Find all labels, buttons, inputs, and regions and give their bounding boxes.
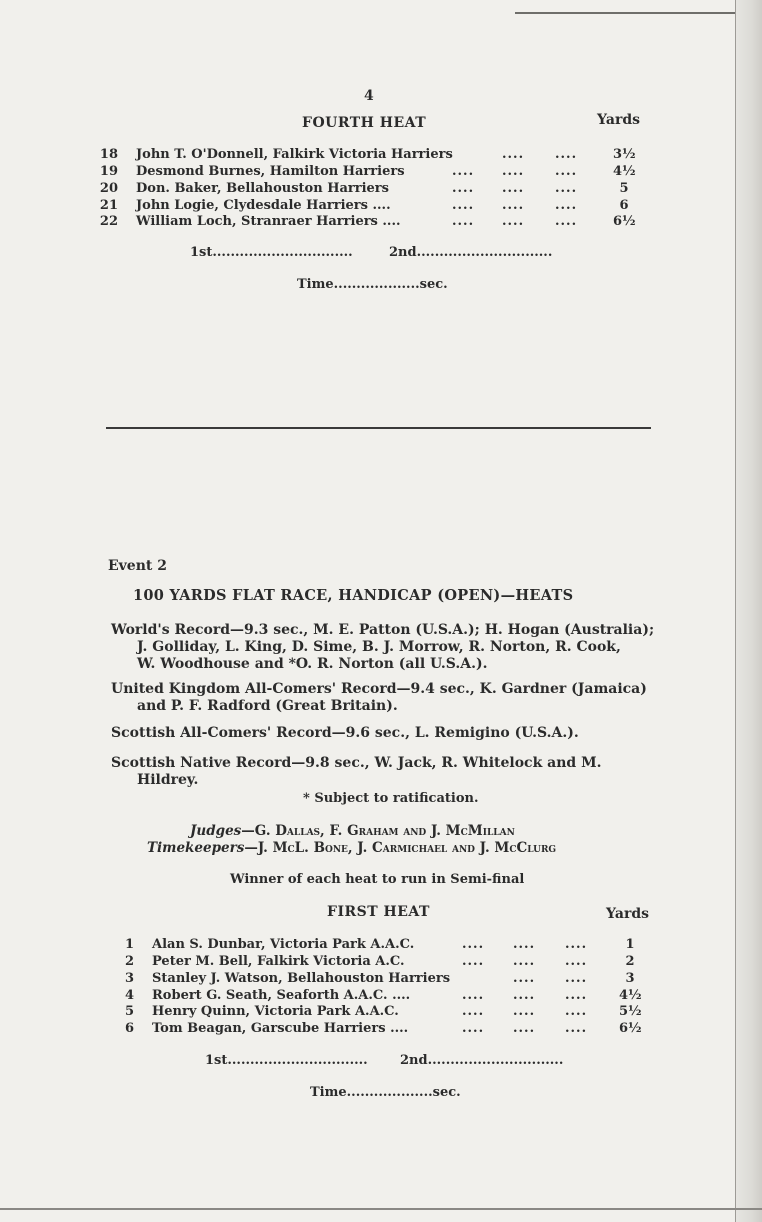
footnote: * Subject to ratification. xyxy=(303,791,479,806)
leader-dots: .... xyxy=(502,198,525,213)
leader-dots: .... xyxy=(555,181,578,196)
entry-name: Alan S. Dunbar, Victoria Park A.A.C. xyxy=(152,937,415,952)
entry-name: Desmond Burnes, Hamilton Harriers xyxy=(136,164,405,179)
page-number: 4 xyxy=(364,88,374,104)
entry-yards: 4½ xyxy=(613,164,636,179)
record-line: W. Woodhouse and *O. R. Norton (all U.S.A.). xyxy=(137,656,488,672)
leader-dots: .... xyxy=(502,147,525,162)
table-row xyxy=(0,1021,762,1038)
entry-name: John Logie, Clydesdale Harriers .... xyxy=(136,198,391,213)
entry-yards: 5 xyxy=(619,181,629,196)
entry-number: 18 xyxy=(99,147,118,162)
entry-name: Stanley J. Watson, Bellahouston Harriers xyxy=(152,971,451,986)
table-row xyxy=(0,971,762,988)
fourth-heat-yards-label: Yards xyxy=(597,112,641,128)
leader-dots: .... xyxy=(502,181,525,196)
entry-yards: 4½ xyxy=(619,988,642,1003)
entry-number: 4 xyxy=(124,988,134,1003)
entry-name: Peter M. Bell, Falkirk Victoria A.C. xyxy=(152,954,405,969)
fourth-heat-first-place: 1st............................... xyxy=(190,245,353,260)
timekeepers-label: Timekeepers xyxy=(147,840,245,856)
leader-dots: .... xyxy=(565,971,588,986)
leader-dots: .... xyxy=(452,164,475,179)
first-heat-time: Time...................sec. xyxy=(310,1085,461,1100)
leader-dots: .... xyxy=(513,971,536,986)
first-heat-first-place: 1st............................... xyxy=(205,1053,368,1068)
fourth-heat-title: FOURTH HEAT xyxy=(302,115,427,131)
record-scottish-native xyxy=(111,755,601,789)
entry-yards: 1 xyxy=(625,937,635,952)
entry-yards: 6 xyxy=(619,198,629,213)
entry-number: 1 xyxy=(124,937,134,952)
leader-dots: .... xyxy=(462,937,485,952)
leader-dots: .... xyxy=(462,1021,485,1036)
entry-name: Don. Baker, Bellahouston Harriers xyxy=(136,181,389,196)
leader-dots: .... xyxy=(452,181,475,196)
table-row xyxy=(0,181,762,198)
first-heat-second-place: 2nd.............................. xyxy=(400,1053,564,1068)
table-row xyxy=(0,198,762,215)
entry-name: Henry Quinn, Victoria Park A.A.C. xyxy=(152,1004,399,1019)
record-line: World's Record—9.3 sec., M. E. Patton (U.S.A.); H. Hogan (Australia); xyxy=(111,622,655,638)
entry-number: 22 xyxy=(99,214,118,229)
entry-yards: 2 xyxy=(625,954,635,969)
record-line: Hildrey. xyxy=(137,772,199,788)
record-line: United Kingdom All-Comers' Record—9.4 sec., K. Gardner (Jamaica) xyxy=(111,681,647,697)
entry-number: 6 xyxy=(124,1021,134,1036)
leader-dots: .... xyxy=(452,198,475,213)
leader-dots: .... xyxy=(502,164,525,179)
record-line: J. Golliday, L. King, D. Sime, B. J. Morrow, R. Norton, R. Cook, xyxy=(137,639,621,655)
judges-label: Judges xyxy=(190,823,242,839)
event-title: 100 YARDS FLAT RACE, HANDICAP (OPEN)—HEATS xyxy=(133,587,574,604)
record-scottish-all-comers xyxy=(111,725,579,742)
leader-dots: .... xyxy=(502,214,525,229)
leader-dots: .... xyxy=(513,1004,536,1019)
judges-names: —G. Dallas, F. Graham and J. McMillan xyxy=(241,823,515,839)
leader-dots: .... xyxy=(513,988,536,1003)
first-heat-title: FIRST HEAT xyxy=(327,904,430,920)
page-edge-top xyxy=(515,12,760,14)
leader-dots: .... xyxy=(565,988,588,1003)
leader-dots: .... xyxy=(462,954,485,969)
entry-name: Tom Beagan, Garscube Harriers .... xyxy=(152,1021,409,1036)
entry-yards: 6½ xyxy=(613,214,636,229)
record-line: Scottish All-Comers' Record—9.6 sec., L. Remigino (U.S.A.). xyxy=(111,725,579,741)
judges-line xyxy=(190,823,515,839)
table-row xyxy=(0,214,762,231)
record-united-kingdom xyxy=(111,681,647,715)
page-edge-bottom xyxy=(0,1208,762,1210)
table-row xyxy=(0,954,762,971)
entry-number: 3 xyxy=(124,971,134,986)
record-line: Scottish Native Record—9.8 sec., W. Jack, R. Whitelock and M. xyxy=(111,755,602,771)
table-row xyxy=(0,164,762,181)
event-label: Event 2 xyxy=(108,558,167,574)
table-row xyxy=(0,988,762,1005)
leader-dots: .... xyxy=(513,954,536,969)
leader-dots: .... xyxy=(513,1021,536,1036)
entry-name: William Loch, Stranraer Harriers .... xyxy=(136,214,401,229)
timekeepers-names: —J. McL. Bone, J. Carmichael and J. McClurg xyxy=(244,840,557,856)
leader-dots: .... xyxy=(565,954,588,969)
entry-number: 21 xyxy=(99,198,118,213)
timekeepers-line xyxy=(147,840,556,856)
table-row xyxy=(0,147,762,164)
entry-number: 19 xyxy=(99,164,118,179)
first-heat-yards-label: Yards xyxy=(606,906,650,922)
entry-name: John T. O'Donnell, Falkirk Victoria Harriers xyxy=(136,147,453,162)
leader-dots: .... xyxy=(565,1021,588,1036)
entry-name: Robert G. Seath, Seaforth A.A.C. .... xyxy=(152,988,411,1003)
leader-dots: .... xyxy=(565,937,588,952)
entry-number: 2 xyxy=(124,954,134,969)
table-row xyxy=(0,937,762,954)
fourth-heat-time: Time...................sec. xyxy=(297,277,448,292)
entry-yards: 5½ xyxy=(619,1004,642,1019)
entry-number: 20 xyxy=(99,181,118,196)
record-world xyxy=(111,622,654,673)
leader-dots: .... xyxy=(452,214,475,229)
entry-yards: 6½ xyxy=(619,1021,642,1036)
entry-yards: 3 xyxy=(625,971,635,986)
leader-dots: .... xyxy=(462,1004,485,1019)
section-divider xyxy=(106,427,651,429)
entry-number: 5 xyxy=(124,1004,134,1019)
leader-dots: .... xyxy=(565,1004,588,1019)
record-line: and P. F. Radford (Great Britain). xyxy=(137,698,398,714)
leader-dots: .... xyxy=(555,147,578,162)
leader-dots: .... xyxy=(555,198,578,213)
leader-dots: .... xyxy=(555,214,578,229)
fourth-heat-second-place: 2nd.............................. xyxy=(389,245,553,260)
leader-dots: .... xyxy=(555,164,578,179)
leader-dots: .... xyxy=(462,988,485,1003)
winner-note: Winner of each heat to run in Semi-final xyxy=(230,872,525,887)
entry-yards: 3½ xyxy=(613,147,636,162)
table-row xyxy=(0,1004,762,1021)
leader-dots: .... xyxy=(513,937,536,952)
